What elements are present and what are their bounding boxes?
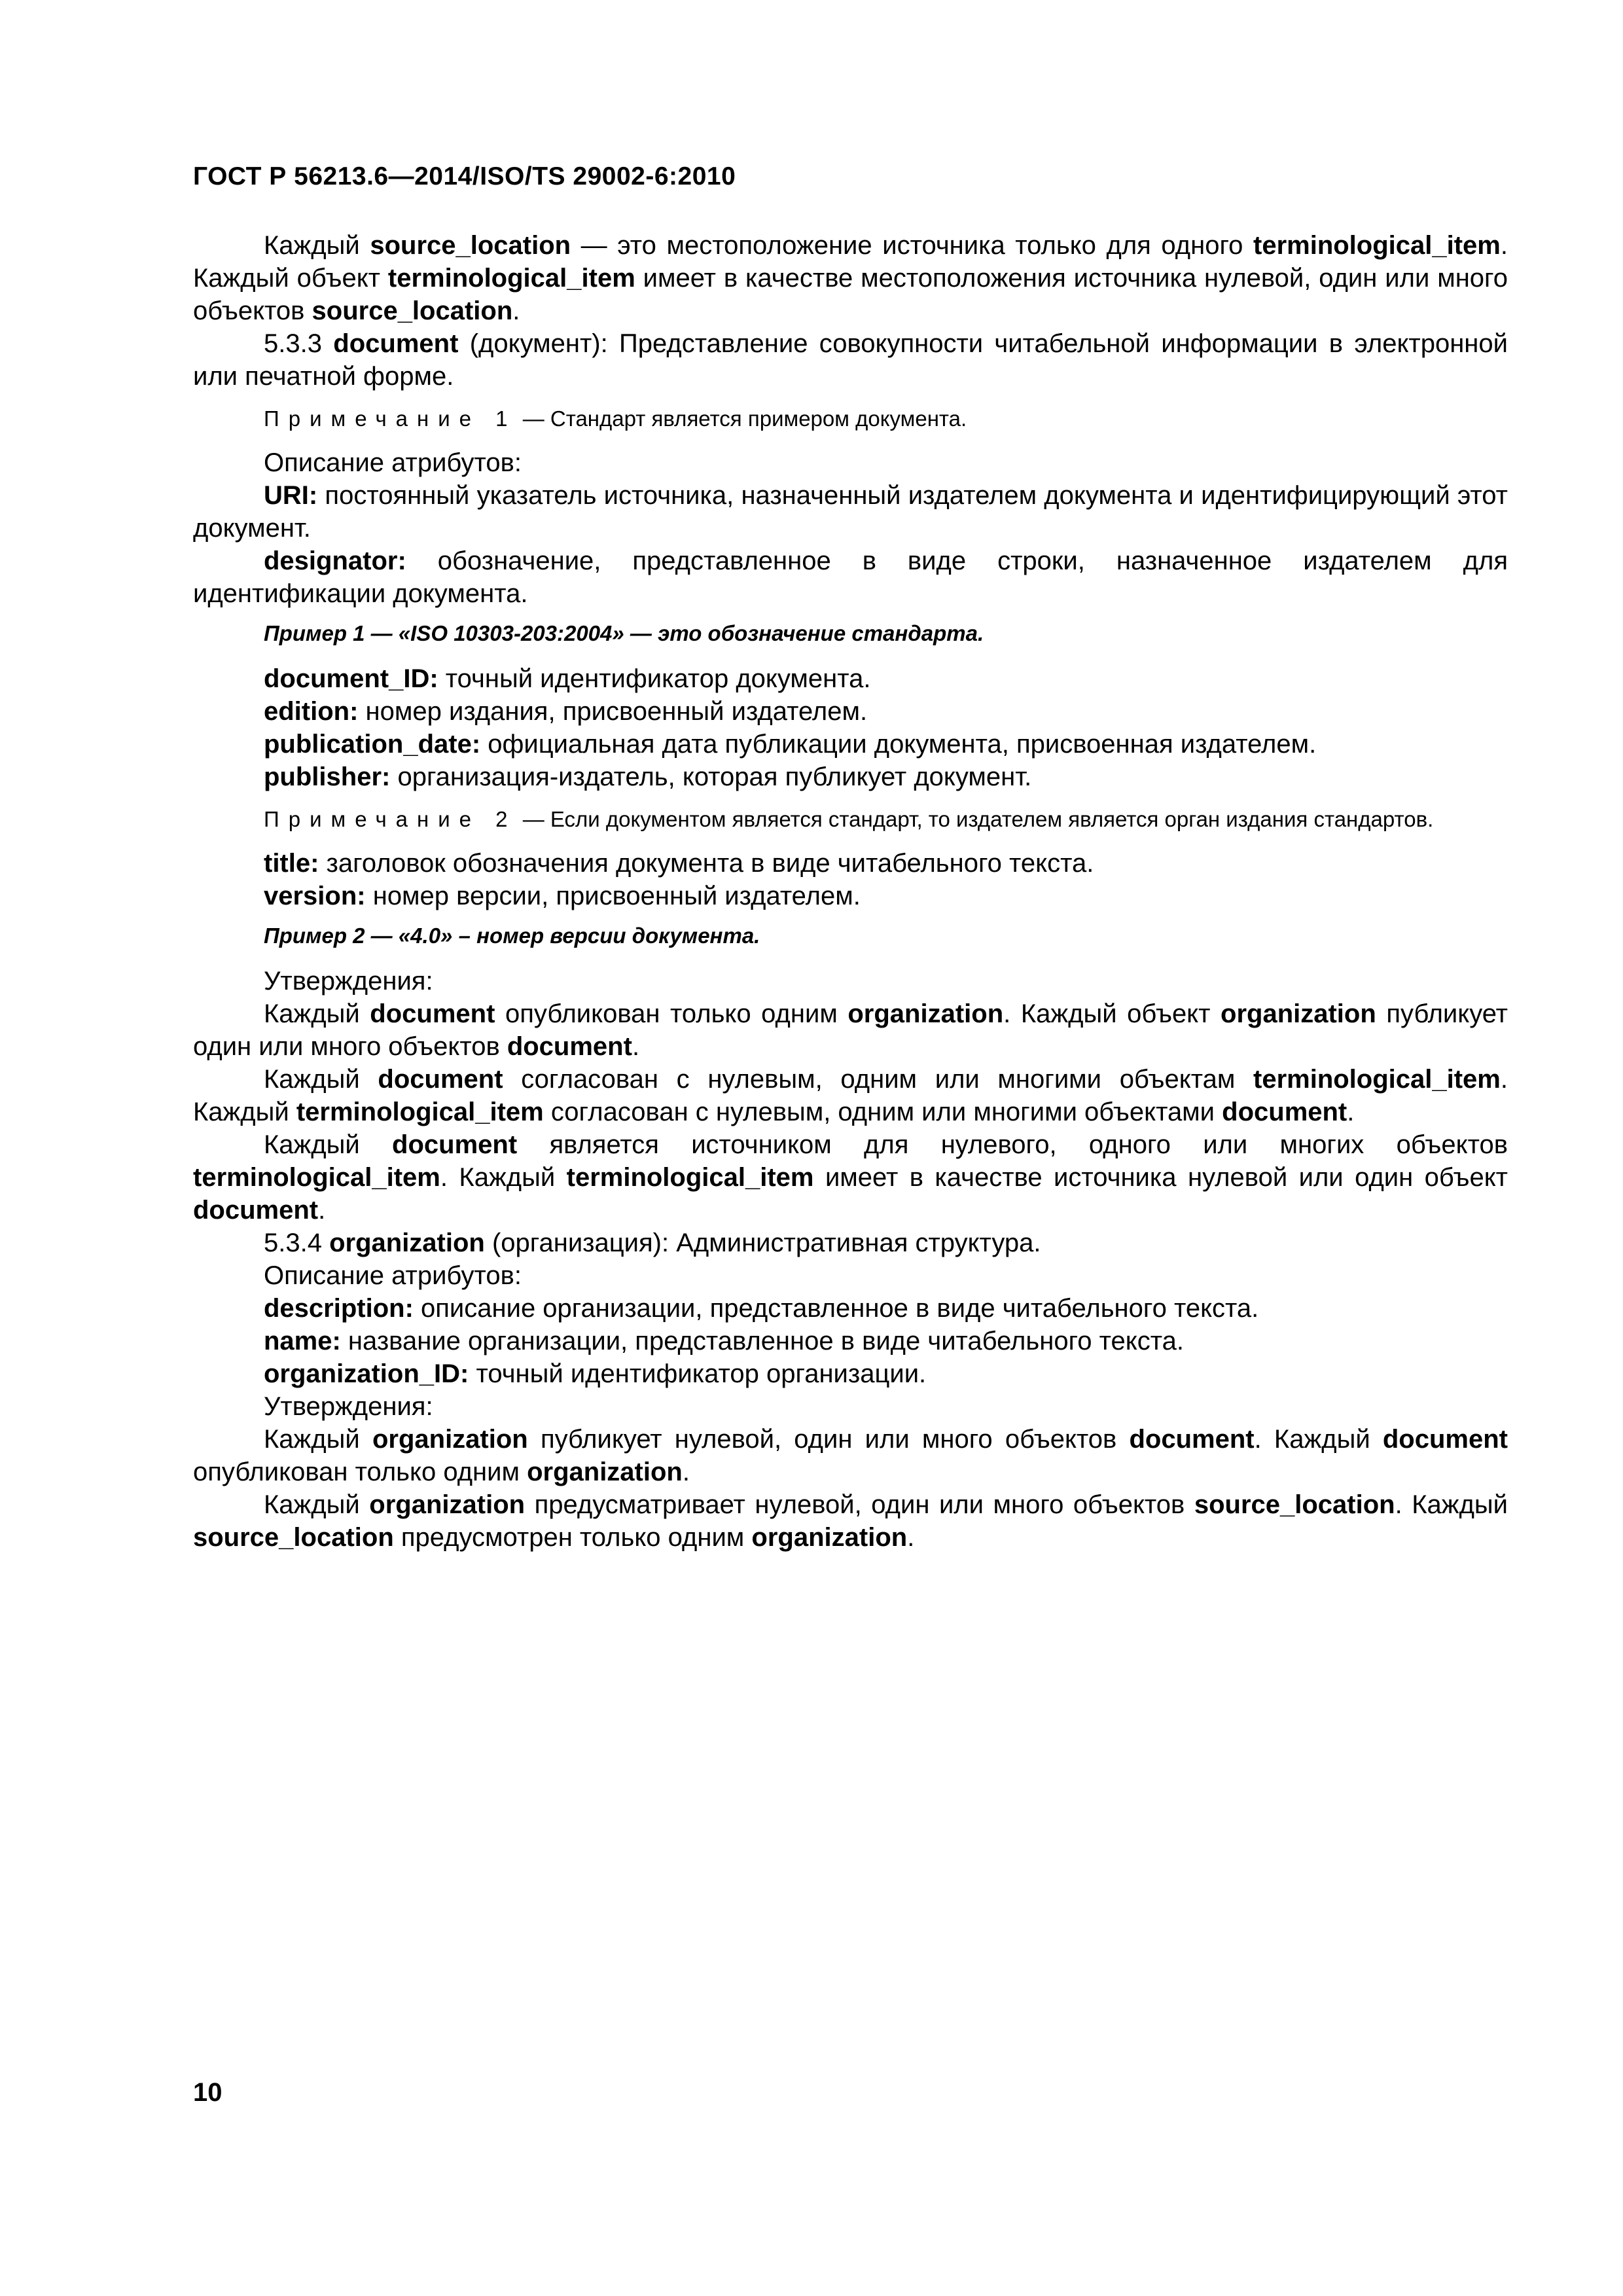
attribute-name: title: xyxy=(264,849,319,878)
term-ref: source_location xyxy=(193,1523,394,1552)
text-run: . xyxy=(907,1523,915,1552)
attribute-name: version: xyxy=(264,882,366,910)
attribute-edition xyxy=(193,695,1508,728)
text-run: . Каждый объект xyxy=(193,231,1508,293)
text-run: Каждый xyxy=(264,1425,372,1454)
attribute-text: постоянный указатель источника, назначенный издателем документа и идентифицирующий этот документ. xyxy=(193,481,1508,543)
text-run: . xyxy=(318,1196,326,1225)
note-text: — Если документом является стандарт, то издателем является орган издания стандартов. xyxy=(516,807,1434,831)
attribute-name: name: xyxy=(264,1327,341,1355)
attribute-name: URI: xyxy=(264,481,318,510)
text-run: . xyxy=(1347,1098,1355,1126)
term-ref: organization xyxy=(751,1523,908,1552)
assertion-organization-publishes xyxy=(193,1423,1508,1488)
page-number: 10 xyxy=(193,2078,223,2107)
term-ref: organization xyxy=(369,1490,526,1519)
attribute-text: официальная дата публикации документа, присвоенная издателем. xyxy=(480,730,1317,759)
attribute-name: publication_date: xyxy=(264,730,481,759)
attribute-text: обозначение, представленное в виде строки, назначенное издателем для идентификации документа. xyxy=(193,547,1508,608)
attribute-text: точный идентификатор организации. xyxy=(469,1359,927,1388)
attribute-text: заголовок обозначения документа в виде читабельного текста. xyxy=(319,849,1094,878)
page-body xyxy=(193,229,1508,1554)
attribute-designator xyxy=(193,545,1508,610)
attribute-text: номер версии, присвоенный издателем. xyxy=(365,882,861,910)
text-run: Каждый xyxy=(264,1065,378,1094)
section-term: document xyxy=(333,329,459,358)
term-ref: document xyxy=(1222,1098,1347,1126)
text-run: . Каждый объект xyxy=(1003,999,1221,1028)
attribute-name: designator: xyxy=(264,547,406,575)
term-ref: terminological_item xyxy=(193,1163,440,1192)
text-run: имеет в качестве местоположения источника нулевой, один или много объектов xyxy=(193,264,1508,325)
term-ref: organization xyxy=(527,1458,683,1486)
paragraph-source-location xyxy=(193,229,1508,327)
attribute-publication-date xyxy=(193,728,1508,761)
term-ref: document xyxy=(370,999,495,1028)
text-run: опубликован только одним xyxy=(495,999,848,1028)
attribute-name: edition: xyxy=(264,697,359,726)
attributes-heading: Описание атрибутов: xyxy=(264,448,522,477)
text-run: Каждый xyxy=(264,1490,370,1519)
term-ref: document xyxy=(378,1065,503,1094)
attribute-name: description: xyxy=(264,1294,414,1323)
attribute-text: описание организации, представленное в виде читабельного текста. xyxy=(413,1294,1259,1323)
assertion-organization-provides xyxy=(193,1488,1508,1554)
attribute-name: organization_ID: xyxy=(264,1359,469,1388)
example-1: Пример 1 — «ISO 10303-203:2004» — это обозначение стандарта. xyxy=(264,621,984,645)
note-text: — Стандарт является примером документа. xyxy=(516,406,967,431)
document-code-header: ГОСТ Р 56213.6—2014/ISO/TS 29002-6:2010 xyxy=(193,162,736,190)
text-run: является источником для нулевого, одного или многих объектов xyxy=(517,1130,1508,1159)
text-run: Каждый xyxy=(264,231,370,260)
term-ref: document xyxy=(193,1196,319,1225)
attribute-name: document_ID: xyxy=(264,664,438,693)
text-run: Каждый xyxy=(264,1130,393,1159)
term-ref: terminological_item xyxy=(387,264,635,293)
attribute-description xyxy=(193,1292,1508,1325)
assertion-document-organization xyxy=(193,997,1508,1063)
attribute-name-field xyxy=(193,1325,1508,1357)
text-run: . xyxy=(632,1032,640,1061)
note-1 xyxy=(193,404,1508,433)
attribute-uri xyxy=(193,479,1508,545)
term-ref: organization xyxy=(1221,999,1376,1028)
example-2: Пример 2 — «4.0» – номер версии документа. xyxy=(264,924,760,948)
term-ref: document xyxy=(1382,1425,1508,1454)
text-run: . Каждый xyxy=(1395,1490,1508,1519)
term-ref: organization xyxy=(372,1425,528,1454)
attribute-version xyxy=(193,880,1508,912)
attributes-heading: Описание атрибутов: xyxy=(264,1261,522,1290)
term-ref: source_location xyxy=(1194,1490,1395,1519)
assertions-heading: Утверждения: xyxy=(264,1392,433,1421)
text-run: . xyxy=(512,296,520,325)
term-ref: document xyxy=(507,1032,632,1061)
term-ref: terminological_item xyxy=(566,1163,814,1192)
attribute-text: организация-издатель, которая публикует документ. xyxy=(390,762,1032,791)
attribute-organization-id xyxy=(193,1357,1508,1390)
text-run: . Каждый xyxy=(193,1065,1508,1126)
text-run: предусматривает нулевой, один или много объектов xyxy=(525,1490,1194,1519)
assertions-heading: Утверждения: xyxy=(264,967,433,996)
text-run: опубликован только одним xyxy=(193,1458,527,1486)
section-5-3-4 xyxy=(193,1227,1508,1259)
section-5-3-3 xyxy=(193,327,1508,393)
text-run: публикует один или много объектов xyxy=(193,999,1508,1061)
text-run: публикует нулевой, один или много объектов xyxy=(527,1425,1130,1454)
text-run: согласован с нулевым, одним или многими объектам xyxy=(503,1065,1253,1094)
section-definition: (документ): Представление совокупности читабельной информации в электронной или печатной форме. xyxy=(193,329,1508,391)
term-ref: document xyxy=(392,1130,518,1159)
attribute-publisher xyxy=(193,761,1508,793)
text-run: . Каждый xyxy=(1254,1425,1383,1454)
section-number: 5.3.4 xyxy=(264,1229,330,1257)
text-run: предусмотрен только одним xyxy=(393,1523,752,1552)
section-number: 5.3.3 xyxy=(264,329,334,358)
section-term: organization xyxy=(329,1229,485,1257)
text-run: имеет в качестве источника нулевой или один объект xyxy=(813,1163,1508,1192)
text-run: согласован с нулевым, одним или многими объектами xyxy=(543,1098,1222,1126)
assertion-document-agreed xyxy=(193,1063,1508,1128)
attribute-text: название организации, представленное в виде читабельного текста. xyxy=(340,1327,1184,1355)
note-2 xyxy=(193,805,1508,834)
text-run: . xyxy=(682,1458,690,1486)
term-ref: organization xyxy=(847,999,1004,1028)
attribute-text: точный идентификатор документа. xyxy=(438,664,871,693)
attribute-title xyxy=(193,847,1508,880)
term-ref: document xyxy=(1129,1425,1255,1454)
term-ref: source_location xyxy=(312,296,513,325)
text-run: Каждый xyxy=(264,999,370,1028)
attribute-document-id xyxy=(193,662,1508,695)
text-run: . Каждый xyxy=(440,1163,567,1192)
text-run: — это местоположение источника только для одного xyxy=(571,231,1253,260)
attribute-name: publisher: xyxy=(264,762,391,791)
attribute-text: номер издания, присвоенный издателем. xyxy=(358,697,868,726)
term-ref: terminological_item xyxy=(1253,231,1501,260)
section-definition: (организация): Административная структура. xyxy=(484,1229,1041,1257)
note-label: Примечание 2 xyxy=(264,807,517,831)
assertion-document-source xyxy=(193,1128,1508,1227)
note-label: Примечание 1 xyxy=(264,406,517,431)
term-ref: source_location xyxy=(370,231,571,260)
term-ref: terminological_item xyxy=(1253,1065,1501,1094)
term-ref: terminological_item xyxy=(296,1098,544,1126)
